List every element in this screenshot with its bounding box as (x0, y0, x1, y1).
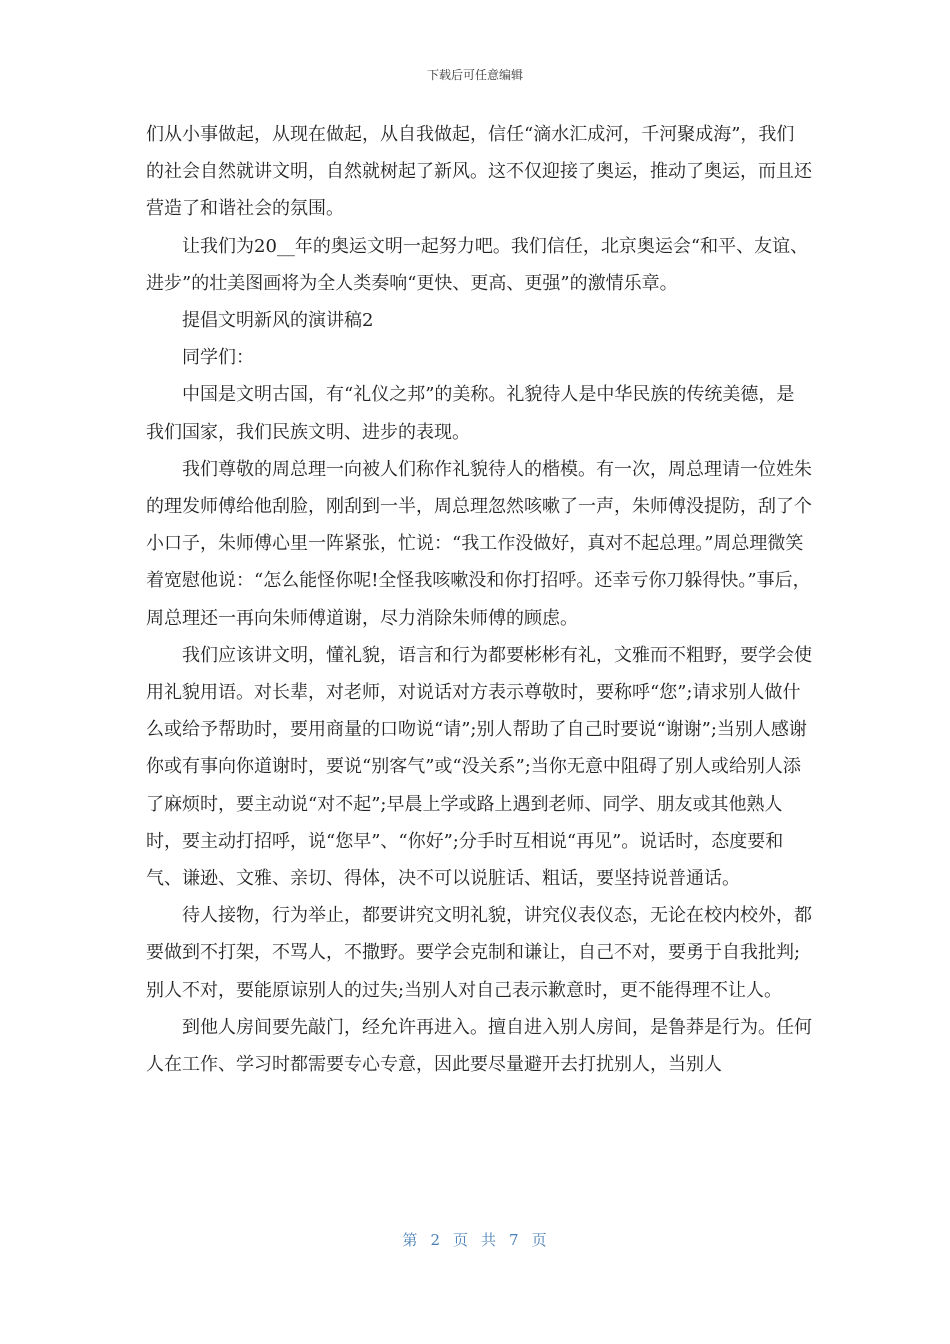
footer-label-total-unit: 页 (531, 1231, 548, 1249)
paragraph-7: 到他人房间要先敲门，经允许再进入。擅自进入别人房间，是鲁莽是行为。任何人在工作、学习时都需要专心专意，因此要尽量避开去打扰别人，当别人 (146, 1016, 812, 1076)
paragraph-5: 我们应该讲文明，懂礼貌，语言和行为都要彬彬有礼，文雅而不粗野，要学会使用礼貌用语。对长辈，对老师，对说话对方表示尊敬时，要称呼“您”;请求别人做什么或给予帮助时，要用商量的口吻说“请”;别人帮助了自己时要说“谢谢”;当别人感谢你或有事向你道谢时，要说“别客气”或“没关系”;当你无意中阻碍了别人或给别人添了麻烦时，要主动说“对不起”;早晨上学或路上遇到老师、同学、朋友或其他熟人时，要主动打招呼，说“您早”、“你好”;分手时互相说“再见”。说话时，态度要和气、谦逊、文雅、亲切、得体，决不可以说脏话、粗话，要坚持说普通话。 (146, 644, 812, 890)
footer-label-page-unit: 页 (452, 1231, 469, 1249)
page-header: 下载后可任意编辑 (426, 68, 523, 82)
footer-total-pages: 7 (509, 1231, 520, 1249)
paragraph-2: 让我们为20__年的奥运文明一起努力吧。我们信任，北京奥运会“和平、友谊、进步”的壮美图画将为全人类奏响“更快、更高、更强”的激情乐章。 (146, 235, 809, 294)
document-body (146, 116, 812, 1083)
salutation: 同学们： (182, 347, 254, 369)
paragraph-4: 我们尊敬的周总理一向被人们称作礼貌待人的楷模。有一次，周总理请一位姓朱的理发师傅给他刮脸，刚刮到一半，周总理忽然咳嗽了一声，朱师傅没提防，刮了个小口子，朱师傅心里一阵紧张，忙说：“我工作没做好，真对不起总理。”周总理微笑着宽慰他说：“怎么能怪你呢!全怪我咳嗽没和你打招呼。还幸亏你刀躲得快。”事后，周总理还一再向朱师傅道谢，尽力消除朱师傅的顾虑。 (146, 458, 812, 629)
footer-label-page: 第 (402, 1231, 419, 1249)
footer-label-total: 共 (481, 1231, 498, 1249)
page-footer (0, 1229, 950, 1250)
section-title: 提倡文明新风的演讲稿2 (182, 310, 374, 332)
paragraph-1: 们从小事做起，从现在做起，从自我做起，信任“滴水汇成河，千河聚成海”，我们的社会自然就讲文明，自然就树起了新风。这不仅迎接了奥运，推动了奥运，而且还营造了和谐社会的氛围。 (146, 124, 812, 220)
paragraph-3: 中国是文明古国，有“礼仪之邦”的美称。礼貌待人是中华民族的传统美德，是我们国家，我们民族文明、进步的表现。 (146, 384, 795, 443)
paragraph-6: 待人接物，行为举止，都要讲究文明礼貌，讲究仪表仪态，无论在校内校外，都要做到不打架，不骂人，不撒野。要学会克制和谦让，自己不对，要勇于自我批判;别人不对，要能原谅别人的过失;当别人对自己表示歉意时，更不能得理不让人。 (146, 905, 812, 1001)
footer-current-page: 2 (430, 1231, 441, 1249)
